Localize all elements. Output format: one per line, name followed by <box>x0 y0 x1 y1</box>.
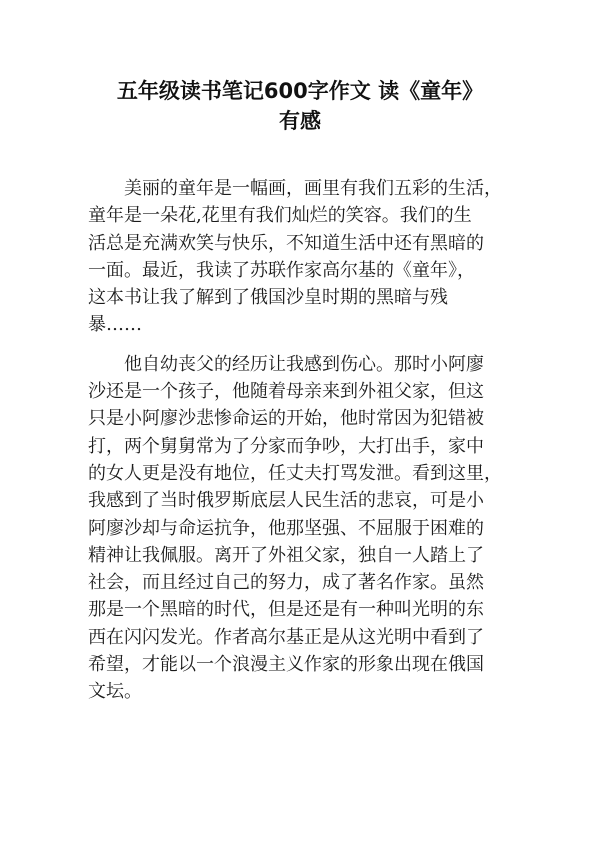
document-title <box>70 76 530 136</box>
text-line: 暴…… <box>88 314 142 336</box>
paragraph-2 <box>88 351 508 706</box>
text-line: 精神让我佩服。离开了外祖父家，独自一人踏上了 <box>88 544 484 566</box>
text-line: 的女人更是没有地位，任丈夫打骂发泄。看到这里， <box>88 462 502 484</box>
text-line: 一面。最近，我读了苏联作家高尔基的《童年》， <box>88 259 475 281</box>
text-line: 沙还是一个孩子，他随着母亲来到外祖父家，但这 <box>88 381 484 403</box>
text-line: 我感到了当时俄罗斯底层人民生活的悲哀，可是小 <box>88 490 484 512</box>
document-body <box>88 175 508 706</box>
text-line: 西在闪闪发光。作者高尔基正是从这光明中看到了 <box>88 626 484 648</box>
text-line: 打，两个舅舅常为了分家而争吵，大打出手，家中 <box>88 435 484 457</box>
text-line: 那是一个黑暗的时代，但是还是有一种叫光明的东 <box>88 599 484 621</box>
text-line: 活总是充满欢笑与快乐，不知道生活中还有黑暗的 <box>88 232 484 254</box>
text-line: 美丽的童年是一幅画，画里有我们五彩的生活， <box>124 178 502 199</box>
text-line: 阿廖沙却与命运抗争，他那坚强、不屈服于困难的 <box>88 517 484 539</box>
text-line: 社会，而且经过自己的努力，成了著名作家。虽然 <box>88 572 484 594</box>
text-line: 童年是一朵花,花里有我们灿烂的笑容。我们的生 <box>88 205 472 227</box>
paragraph-1 <box>88 175 508 339</box>
text-line: 这本书让我了解到了俄国沙皇时期的黑暗与残 <box>88 287 448 309</box>
title-line: 五年级读书笔记600字作文 读《童年》 <box>116 79 484 103</box>
text-line: 文坛。 <box>88 681 142 703</box>
text-line: 他自幼丧父的经历让我感到伤心。那时小阿廖 <box>124 353 484 375</box>
text-line: 只是小阿廖沙悲惨命运的开始，他时常因为犯错被 <box>88 408 484 430</box>
title-line: 有感 <box>279 109 321 133</box>
text-line: 希望，才能以一个浪漫主义作家的形象出现在俄国 <box>88 654 484 676</box>
